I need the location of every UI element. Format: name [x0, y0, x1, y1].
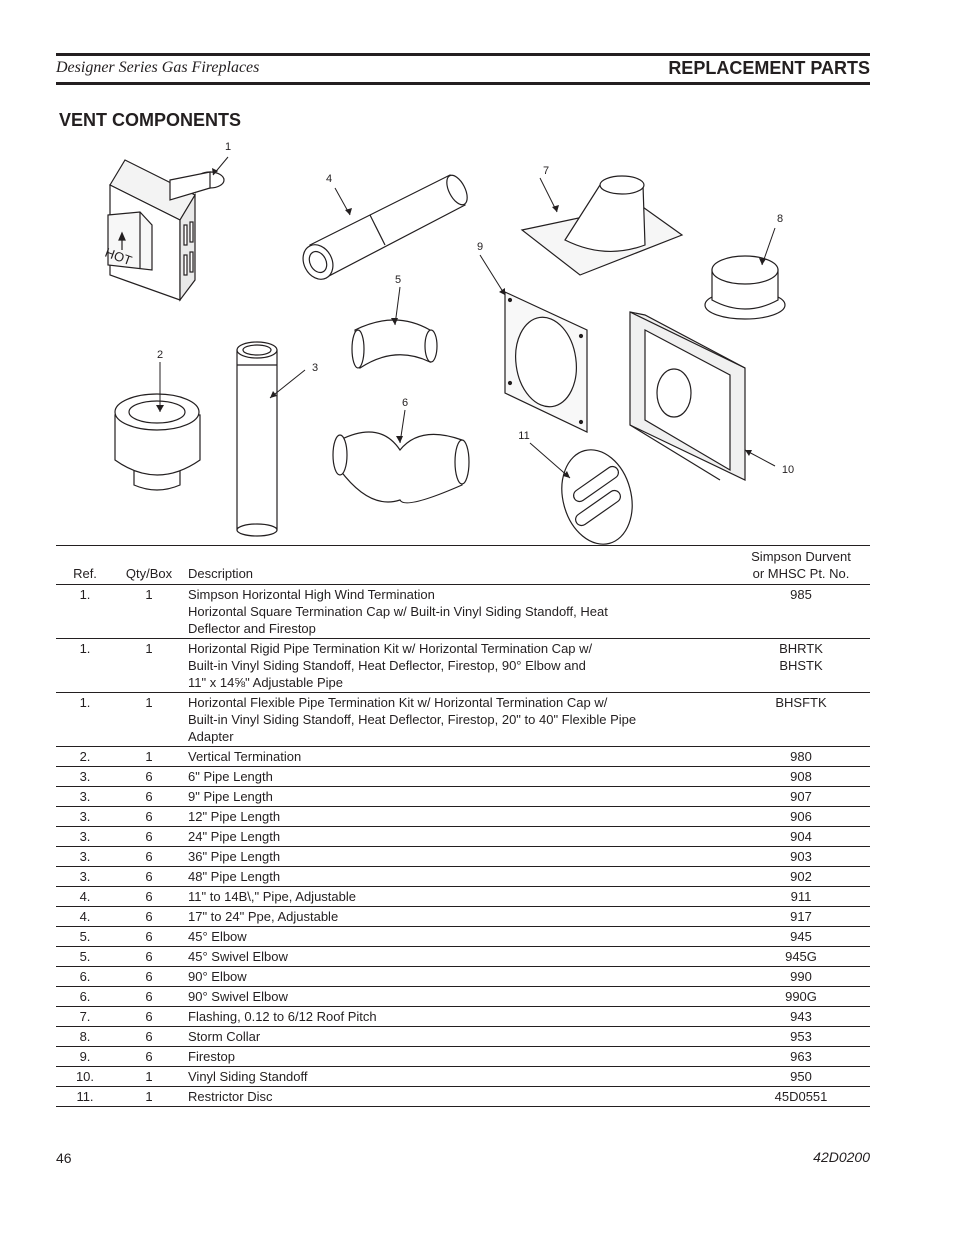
cell-ref: 10. — [75, 1069, 95, 1084]
description-line: Horizontal Flexible Pipe Termination Kit w/ Horizontal Termination Cap w/ — [188, 695, 608, 710]
description-line: 90° Elbow — [188, 969, 247, 984]
horizontal-termination-cap-drawing — [108, 160, 224, 300]
description-line: 45° Elbow — [188, 929, 247, 944]
callout-2: 2 — [156, 349, 164, 361]
series-title: Designer Series Gas Fireplaces — [56, 59, 260, 76]
description-line: 17" to 24" Ppe, Adjustable — [188, 909, 339, 924]
col-header-pn-line1: Simpson Durvent — [751, 549, 851, 564]
cell-qty: 6 — [145, 849, 153, 864]
cell-part-number — [732, 1067, 870, 1087]
table-row — [56, 767, 870, 787]
cell-description — [184, 947, 732, 967]
cell-qty: 6 — [145, 1029, 153, 1044]
cell-description — [184, 867, 732, 887]
cell-part-number — [732, 639, 870, 693]
cell-ref: 2. — [79, 749, 91, 764]
part-number-line: 911 — [790, 889, 812, 904]
cell-description — [184, 693, 732, 747]
description-line: Flashing, 0.12 to 6/12 Roof Pitch — [188, 1009, 377, 1024]
description-line: Vinyl Siding Standoff — [188, 1069, 308, 1084]
cell-part-number — [732, 907, 870, 927]
description-line: Adapter — [188, 729, 234, 744]
table-row — [56, 1047, 870, 1067]
cell-part-number — [732, 767, 870, 787]
part-number-line: 906 — [790, 809, 812, 824]
description-line: 36" Pipe Length — [188, 849, 281, 864]
col-header-qty: Qty/Box — [125, 566, 173, 581]
cell-qty: 1 — [145, 1069, 153, 1084]
cell-description — [184, 1007, 732, 1027]
callout-8: 8 — [776, 213, 784, 225]
callout-11: 11 — [518, 430, 530, 442]
cell-ref: 8. — [79, 1029, 91, 1044]
vertical-termination-drawing — [115, 394, 200, 490]
description-line: Built-in Vinyl Siding Standoff, Heat Deflector, Firestop, 90° Elbow and — [188, 658, 586, 673]
part-number-line: 908 — [790, 769, 812, 784]
col-header-pn-line2: or MHSC Pt. No. — [752, 566, 850, 581]
table-row — [56, 585, 870, 639]
cell-part-number — [732, 827, 870, 847]
part-number-line: BHRTK — [779, 641, 823, 656]
cell-part-number — [732, 1047, 870, 1067]
description-line: Horizontal Square Termination Cap w/ Built-in Vinyl Siding Standoff, Heat — [188, 604, 608, 619]
cell-qty: 6 — [145, 1049, 153, 1064]
cell-description — [184, 907, 732, 927]
cell-description — [184, 967, 732, 987]
vent-components-heading: VENT COMPONENTS — [59, 110, 242, 130]
part-number-line: 902 — [790, 869, 812, 884]
part-number-line: 990G — [785, 989, 817, 1004]
table-row — [56, 1087, 870, 1107]
cell-ref: 3. — [79, 789, 91, 804]
table-row — [56, 639, 870, 693]
document-number: 42D0200 — [813, 1149, 870, 1165]
description-line: Horizontal Rigid Pipe Termination Kit w/ Horizontal Termination Cap w/ — [188, 641, 593, 656]
pipe-length-drawing — [237, 342, 277, 536]
callout-7: 7 — [542, 165, 550, 177]
description-line: 9" Pipe Length — [188, 789, 273, 804]
description-line: Vertical Termination — [188, 749, 302, 764]
description-line: 11" to 14B\," Pipe, Adjustable — [188, 889, 356, 904]
cell-qty: 1 — [145, 1089, 153, 1104]
cell-description — [184, 1067, 732, 1087]
description-line: 48" Pipe Length — [188, 869, 281, 884]
cell-qty: 6 — [145, 909, 153, 924]
parts-table — [56, 545, 870, 1107]
cell-ref: 5. — [79, 929, 91, 944]
cell-ref: 1. — [79, 695, 91, 710]
cell-part-number — [732, 867, 870, 887]
cell-description — [184, 639, 732, 693]
parts-table-body — [56, 585, 870, 1107]
callout-3: 3 — [311, 362, 319, 374]
cell-description — [184, 1027, 732, 1047]
description-line: 90° Swivel Elbow — [188, 989, 288, 1004]
table-row — [56, 1007, 870, 1027]
col-header-ref: Ref. — [73, 566, 97, 581]
table-row — [56, 847, 870, 867]
vinyl-siding-standoff-drawing — [630, 312, 745, 480]
part-number-line: 953 — [790, 1029, 812, 1044]
restrictor-disc-drawing — [552, 442, 643, 545]
table-row — [56, 987, 870, 1007]
cell-description — [184, 747, 732, 767]
cell-ref: 7. — [79, 1009, 91, 1024]
part-number-line: 903 — [790, 849, 812, 864]
cell-description — [184, 927, 732, 947]
cell-part-number — [732, 847, 870, 867]
adjustable-pipe-drawing — [297, 172, 471, 284]
table-row — [56, 867, 870, 887]
cell-part-number — [732, 693, 870, 747]
table-row — [56, 927, 870, 947]
hot-label: HOT — [102, 244, 134, 269]
table-row — [56, 887, 870, 907]
description-line: 45° Swivel Elbow — [188, 949, 288, 964]
part-number-line: 963 — [790, 1049, 812, 1064]
part-number-line: BHSFTK — [775, 695, 827, 710]
part-number-line: BHSTK — [779, 658, 823, 673]
cell-part-number — [732, 887, 870, 907]
cell-qty: 1 — [145, 587, 153, 602]
cell-part-number — [732, 747, 870, 767]
description-line: 12" Pipe Length — [188, 809, 281, 824]
table-row — [56, 947, 870, 967]
table-row — [56, 907, 870, 927]
description-line: Restrictor Disc — [188, 1089, 273, 1104]
cell-qty: 1 — [145, 749, 153, 764]
header-rule-top — [56, 53, 870, 56]
table-row — [56, 747, 870, 767]
cell-qty: 6 — [145, 789, 153, 804]
cell-ref: 3. — [79, 869, 91, 884]
cell-description — [184, 787, 732, 807]
description-line: Firestop — [188, 1049, 235, 1064]
cell-description — [184, 987, 732, 1007]
callout-1: 1 — [224, 141, 232, 153]
cell-description — [184, 807, 732, 827]
callout-6: 6 — [401, 397, 409, 409]
page-number: 46 — [56, 1150, 72, 1166]
firestop-drawing — [505, 292, 587, 432]
cell-qty: 6 — [145, 809, 153, 824]
part-number-line: 990 — [790, 969, 812, 984]
table-row — [56, 1027, 870, 1047]
col-header-description: Description — [188, 566, 254, 581]
elbow-45-drawing — [352, 320, 437, 368]
table-row — [56, 827, 870, 847]
part-number-line: 985 — [790, 587, 812, 602]
description-line: Deflector and Firestop — [188, 621, 316, 636]
header-rule-bottom — [56, 82, 870, 85]
cell-part-number — [732, 987, 870, 1007]
cell-description — [184, 847, 732, 867]
part-number-line: 945 — [790, 929, 812, 944]
cell-part-number — [732, 967, 870, 987]
cell-part-number — [732, 947, 870, 967]
cell-qty: 6 — [145, 969, 153, 984]
part-number-line: 945G — [785, 949, 817, 964]
cell-qty: 6 — [145, 829, 153, 844]
part-number-line: 907 — [790, 789, 812, 804]
description-line: 6" Pipe Length — [188, 769, 273, 784]
description-line: 24" Pipe Length — [188, 829, 281, 844]
cell-part-number — [732, 585, 870, 639]
description-line: 11" x 14⅝" Adjustable Pipe — [188, 675, 343, 690]
cell-qty: 6 — [145, 929, 153, 944]
cell-description — [184, 887, 732, 907]
cell-ref: 6. — [79, 969, 91, 984]
part-number-line: 980 — [790, 749, 812, 764]
callout-9: 9 — [476, 241, 484, 253]
table-row — [56, 807, 870, 827]
table-row — [56, 787, 870, 807]
table-header-row — [56, 546, 870, 585]
cell-ref: 6. — [79, 989, 91, 1004]
cell-ref: 1. — [79, 587, 91, 602]
cell-part-number — [732, 927, 870, 947]
cell-part-number — [732, 1027, 870, 1047]
cell-ref: 3. — [79, 769, 91, 784]
description-line: Built-in Vinyl Siding Standoff, Heat Deflector, Firestop, 20" to 40" Flexible Pipe — [188, 712, 637, 727]
part-number-line: 943 — [790, 1009, 812, 1024]
cell-qty: 6 — [145, 769, 153, 784]
cell-qty: 6 — [145, 869, 153, 884]
cell-ref: 4. — [79, 909, 91, 924]
cell-qty: 6 — [145, 949, 153, 964]
cell-qty: 6 — [145, 989, 153, 1004]
cell-description — [184, 767, 732, 787]
cell-ref: 1. — [79, 641, 91, 656]
cell-part-number — [732, 1007, 870, 1027]
cell-part-number — [732, 787, 870, 807]
table-row — [56, 967, 870, 987]
table-row — [56, 693, 870, 747]
cell-part-number — [732, 807, 870, 827]
part-number-line: 45D0551 — [774, 1089, 828, 1104]
section-title: REPLACEMENT PARTS — [668, 58, 870, 78]
cell-ref: 5. — [79, 949, 91, 964]
part-number-line: 917 — [790, 909, 812, 924]
cell-part-number — [732, 1087, 870, 1107]
cell-description — [184, 1087, 732, 1107]
cell-ref: 3. — [79, 829, 91, 844]
table-row — [56, 1067, 870, 1087]
callout-4: 4 — [325, 173, 333, 185]
part-number-line: 950 — [790, 1069, 812, 1084]
callout-10: 10 — [781, 464, 795, 476]
cell-ref: 4. — [79, 889, 91, 904]
part-number-line: 904 — [790, 829, 812, 844]
elbow-90-drawing — [333, 432, 469, 503]
cell-qty: 1 — [145, 695, 153, 710]
cell-description — [184, 585, 732, 639]
cell-ref: 3. — [79, 849, 91, 864]
cell-description — [184, 1047, 732, 1067]
description-line: Storm Collar — [188, 1029, 261, 1044]
cell-ref: 11. — [76, 1089, 94, 1104]
cell-description — [184, 827, 732, 847]
cell-ref: 3. — [79, 809, 91, 824]
cell-qty: 1 — [145, 641, 153, 656]
vent-components-diagram — [90, 135, 810, 545]
cell-qty: 6 — [145, 1009, 153, 1024]
storm-collar-drawing — [705, 256, 785, 319]
description-line: Simpson Horizontal High Wind Termination — [188, 587, 435, 602]
cell-qty: 6 — [145, 889, 153, 904]
col-header-part-number — [732, 546, 870, 585]
cell-ref: 9. — [79, 1049, 91, 1064]
callout-5: 5 — [394, 274, 402, 286]
